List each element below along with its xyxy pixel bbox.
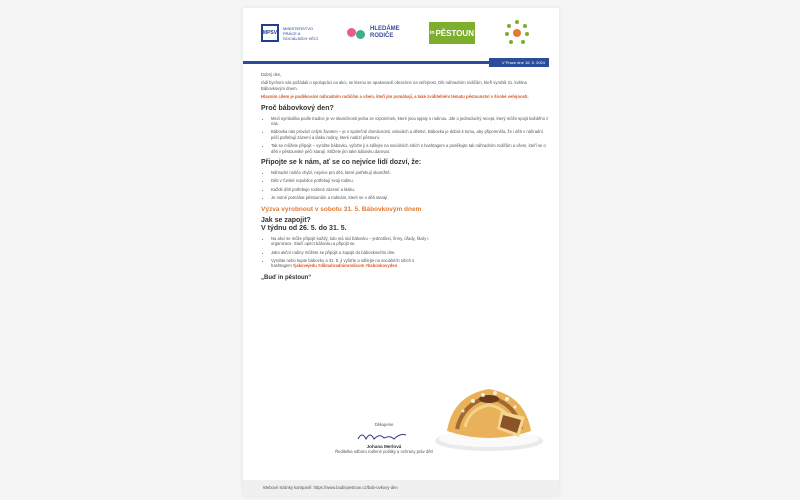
pestoun-prefix: in [430, 30, 435, 36]
how-step-text: Vyrobte nebo kupte bábovku a 31. 5. ji vyfoťte a sdílejte na sociálních sítích s hashtagem [271, 257, 415, 269]
greeting: Dobrý den, [261, 72, 282, 77]
list-item: • Děti v České republice potřebují svoji rodinu. [271, 178, 551, 183]
hearts-icon [347, 26, 367, 40]
footer [243, 480, 559, 496]
highlight-paragraph: Hlavním cílem je poděkování náhradním rodičům a všem, kteří jim pomáhají, a také zviditelnění tématu pěstounství v široké veřejnosti. [261, 94, 529, 100]
footer-link[interactable]: Webové stránky kampaně: https://www.budinpestoun.cz/bab-ovkovy-den [263, 485, 398, 490]
pestoun-text: PĚSTOUN [435, 28, 474, 38]
list-item: • Tak se můžete připojit – vyrobte bábovku, vyfoťte ji a sdílejte na sociálních sítích s hashtagem a poděkujte tak náhradním rodičům a všem, kteří se o děti v pěstounské péči starají. Můžete jim také bábovku darovat. [271, 143, 551, 154]
list-item [271, 258, 431, 269]
letter-body [261, 72, 551, 285]
how-heading: Jak se zapojit? [261, 216, 311, 224]
mpsv-logo [261, 18, 325, 48]
why-list [261, 116, 551, 154]
closing-greeting: Děkujeme [374, 422, 394, 427]
intro-paragraph: rádi bychom vás požádali o spolupráci na akci, se kterou se opakovaně obracíme na veřejnost. Dík náhradním rodičům, kteří vyrobili 31. května Bábovkovým dnem. [261, 80, 527, 91]
signer-name: Johana Merlová [366, 444, 402, 449]
pestoun-logo [429, 22, 475, 44]
header-bar [243, 58, 559, 67]
hledame-line2: RODIČE [370, 33, 394, 39]
why-heading: Proč bábovkový den? [261, 104, 334, 112]
signature-block [299, 422, 469, 454]
hashtags: #jakovejedu #diknahradnimrodicum #babovkovyden [292, 263, 398, 269]
how-list [261, 236, 431, 269]
hledame-rodice-logo [347, 18, 400, 48]
list-item: • Bábovka nás provází celým životem – je o společné domácnosti, oslavách a dětství. Bábovka je dobrá k tomu, aby připomněla, že i děti v náhradní péči potřebují zázemí a lásku rodiny, které nabízí pěstouni. [271, 129, 551, 140]
letter-document [243, 8, 559, 496]
list-item: • Náhradní rodiče chybí, nejvíce pro děti, které potřebují okamžitě. [271, 170, 551, 175]
handwritten-signature-icon [354, 429, 414, 443]
signer-role: Ředitelka odboru rodinné politiky a ochrany práv dětí [335, 449, 433, 454]
when-heading: V týdnu od 26. 5. do 31. 5. [261, 224, 347, 232]
hledame-line1: HLEDÁME [370, 26, 400, 32]
flower-logo-icon [503, 18, 531, 48]
list-item: • Každé dítě potřebuje rodinné zázemí a lásku. [271, 187, 551, 192]
mpsv-mark: MPSV [261, 24, 279, 42]
list-item: • Na akci se může připojit každý, kdo má rád bábovku – jednotlivci, firmy, úřady, školy i organizace. Stačí upéct bábovku a připojit se. [271, 236, 431, 247]
logo-strip [261, 18, 546, 48]
slogan: „Buď in pěstoun“ [261, 274, 312, 281]
join-heading: Připojte se k nám, ať se co nejvíce lidí dozví, že: [261, 159, 422, 167]
list-item: • Jako akční rodiny můžete se připojit a zapojit do bábovkového dne. [271, 250, 431, 255]
list-item: • Mezi symbolika podle tradice je ve skutečnosti jedna ze vzpomínek, které jsou spjaty s rodinou. Jde o jednoduchý recept, který může spojit každého z nás. [271, 116, 551, 127]
mpsv-text: MINISTERSTVO PRÁCE A SOCIÁLNÍCH VĚCÍ [283, 25, 318, 41]
join-list [261, 170, 551, 201]
letter-date: V Praze dne 16. 5. 2024 [489, 58, 549, 67]
challenge-heading: Výzva vyrobnout v sobotu 31. 5. Bábovkovým dnem [261, 205, 422, 213]
list-item: • Je nutné pomáhat pěstounům a rodinám, které se o děti starají. [271, 195, 551, 200]
